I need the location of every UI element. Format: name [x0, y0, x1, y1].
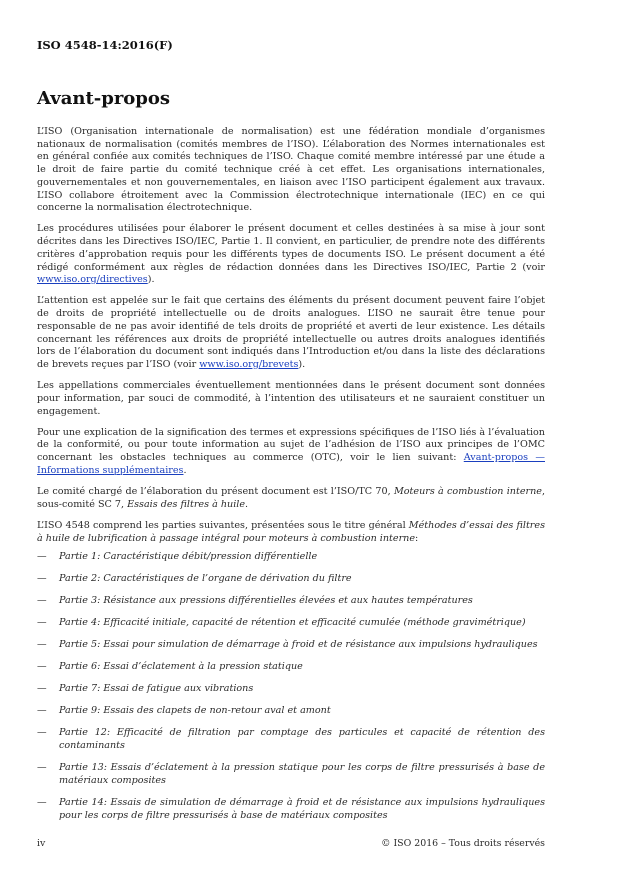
- subcommittee-name: Essais des filtres à huile: [127, 498, 246, 510]
- list-item: [37, 762, 545, 787]
- paragraph-committee: [37, 486, 545, 511]
- list-item: [37, 551, 545, 564]
- page-number: iv: [37, 838, 46, 849]
- patents-link[interactable]: www.iso.org/brevets: [199, 358, 299, 370]
- part-title: Partie 6: Essai d’éclatement à la pression statique: [59, 661, 303, 673]
- dash-bullet: —: [37, 796, 47, 808]
- dash-bullet: —: [37, 551, 47, 563]
- general-title: Méthodes d’essai des filtres à huile de lubrification à passage intégral pour moteurs à combustion interne: [37, 519, 545, 544]
- document-id: ISO 4548-14:2016(F): [37, 38, 173, 52]
- committee-name: Moteurs à combustion interne: [393, 486, 542, 498]
- paragraph-iso-intro: L’ISO (Organisation internationale de normalisation) est une fédération mondiale d’organismes nationaux de normalisation (comités membres de l’ISO). L’élaboration des Normes internationales est en général confiée aux comités techniques de l’ISO. Chaque comité membre intéressé par une étude a le droit de faire partie du comité technique créé à cet effet. Les organisations internationales, gouvernementales et non gouvernementales, en liaison avec l’ISO participent également aux travaux. L’ISO collabore étroitement avec la Commission électrotechnique internationale (IEC) en ce qui concerne la normalisation électrotechnique.: [37, 126, 545, 214]
- list-item: [37, 705, 545, 718]
- part-title: Partie 12: Efficacité de filtration par comptage des particules et capacité de rétention des contaminants: [59, 727, 545, 752]
- dash-bullet: —: [37, 727, 47, 739]
- parts-list: [37, 551, 545, 822]
- list-item: [37, 595, 545, 608]
- part-title: Partie 2: Caractéristiques de l’organe de dérivation du filtre: [59, 573, 352, 585]
- list-item: [37, 573, 545, 586]
- list-item: [37, 661, 545, 674]
- part-title: Partie 4: Efficacité initiale, capacité de rétention et efficacité cumulée (méthode gravimétrique): [59, 617, 526, 629]
- list-item: [37, 617, 545, 630]
- part-title: Partie 9: Essais des clapets de non-retour aval et amont: [59, 705, 331, 717]
- part-title: Partie 14: Essais de simulation de démarrage à froid et de résistance aux impulsions hydrauliques pour les corps de filtre pressurisés à base de matériaux composites: [59, 796, 545, 821]
- section-title: Avant-propos: [37, 88, 171, 109]
- paragraph-trade-names: Les appellations commerciales éventuellement mentionnées dans le présent document sont données pour information, par souci de commodité, à l’intention des utilisateurs et ne sauraient constituer un engagement.: [37, 380, 545, 417]
- dash-bullet: —: [37, 617, 47, 629]
- supplementary-info-link[interactable]: Avant-propos — Informations supplémentaires: [37, 452, 545, 476]
- text: Les procédures utilisées pour élaborer le présent document et celles destinées à sa mise à jour sont décrites dans les Directives ISO/IEC, Partie 1. Il convient, en particulier, de prendre note des différents critères d’approbation requis pour les différents types de documents ISO. Le présent document a été rédigé conformément aux règles de rédaction données dans les Directives ISO/IEC, Partie 2 (voir: [37, 223, 545, 273]
- list-item: [37, 683, 545, 696]
- paragraph-parts-intro: [37, 520, 545, 545]
- text: , sous-comité SC 7,: [37, 486, 545, 510]
- dash-bullet: —: [37, 661, 47, 673]
- dash-bullet: —: [37, 762, 47, 774]
- part-title: Partie 7: Essai de fatigue aux vibrations: [59, 683, 254, 695]
- dash-bullet: —: [37, 573, 47, 585]
- list-item: [37, 797, 545, 822]
- list-item: [37, 727, 545, 752]
- foreword-body: [37, 126, 545, 832]
- dash-bullet: —: [37, 705, 47, 717]
- dash-bullet: —: [37, 639, 47, 651]
- dash-bullet: —: [37, 683, 47, 695]
- text: L’attention est appelée sur le fait que certains des éléments du présent document peuvent faire l’objet de droits de propriété intellectuelle ou de droits analogues. L’ISO ne saurait être tenue pour responsable de ne pas avoir identifié de tels droits de propriété et averti de leur existence. Les détails concernant les références aux droits de propriété intellectuelle ou autres droits analogues identifiés lors de l’élaboration du document sont indiqués dans l’Introduction et/ou dans la liste des déclarations de brevets reçues par l’ISO (voir: [37, 295, 545, 370]
- list-item: [37, 639, 545, 652]
- copyright: © ISO 2016 – Tous droits réservés: [381, 838, 545, 849]
- text: L’ISO 4548 comprend les parties suivantes, présentées sous le titre général: [37, 519, 409, 531]
- paragraph-procedures: [37, 223, 545, 287]
- part-title: Partie 1: Caractéristique débit/pression différentielle: [59, 551, 318, 563]
- paragraph-conformity: [37, 427, 545, 478]
- text: .: [245, 498, 249, 510]
- part-title: Partie 5: Essai pour simulation de démarrage à froid et de résistance aux impulsions hydrauliques: [59, 639, 538, 651]
- text: Pour une explication de la signification des termes et expressions spécifiques de l’ISO liés à l’évaluation de la conformité, ou pour toute information au sujet de l’adhésion de l’ISO aux principes de l’OMC concernant les obstacles techniques au commerce (OTC), voir le lien suivant:: [37, 426, 545, 464]
- dash-bullet: —: [37, 595, 47, 607]
- part-title: Partie 3: Résistance aux pressions différentielles élevées et aux hautes températures: [59, 595, 473, 607]
- text: ).: [147, 274, 155, 286]
- text: ).: [298, 358, 306, 370]
- part-title: Partie 13: Essais d’éclatement à la pression statique pour les corps de filtre pressurisés à base de matériaux composites: [59, 762, 545, 786]
- text: .: [183, 464, 187, 476]
- directives-link[interactable]: www.iso.org/directives: [37, 274, 148, 286]
- text: :: [415, 532, 419, 544]
- paragraph-patents: [37, 295, 545, 371]
- text: Le comité chargé de l’élaboration du présent document est l’ISO/TC 70,: [37, 486, 394, 498]
